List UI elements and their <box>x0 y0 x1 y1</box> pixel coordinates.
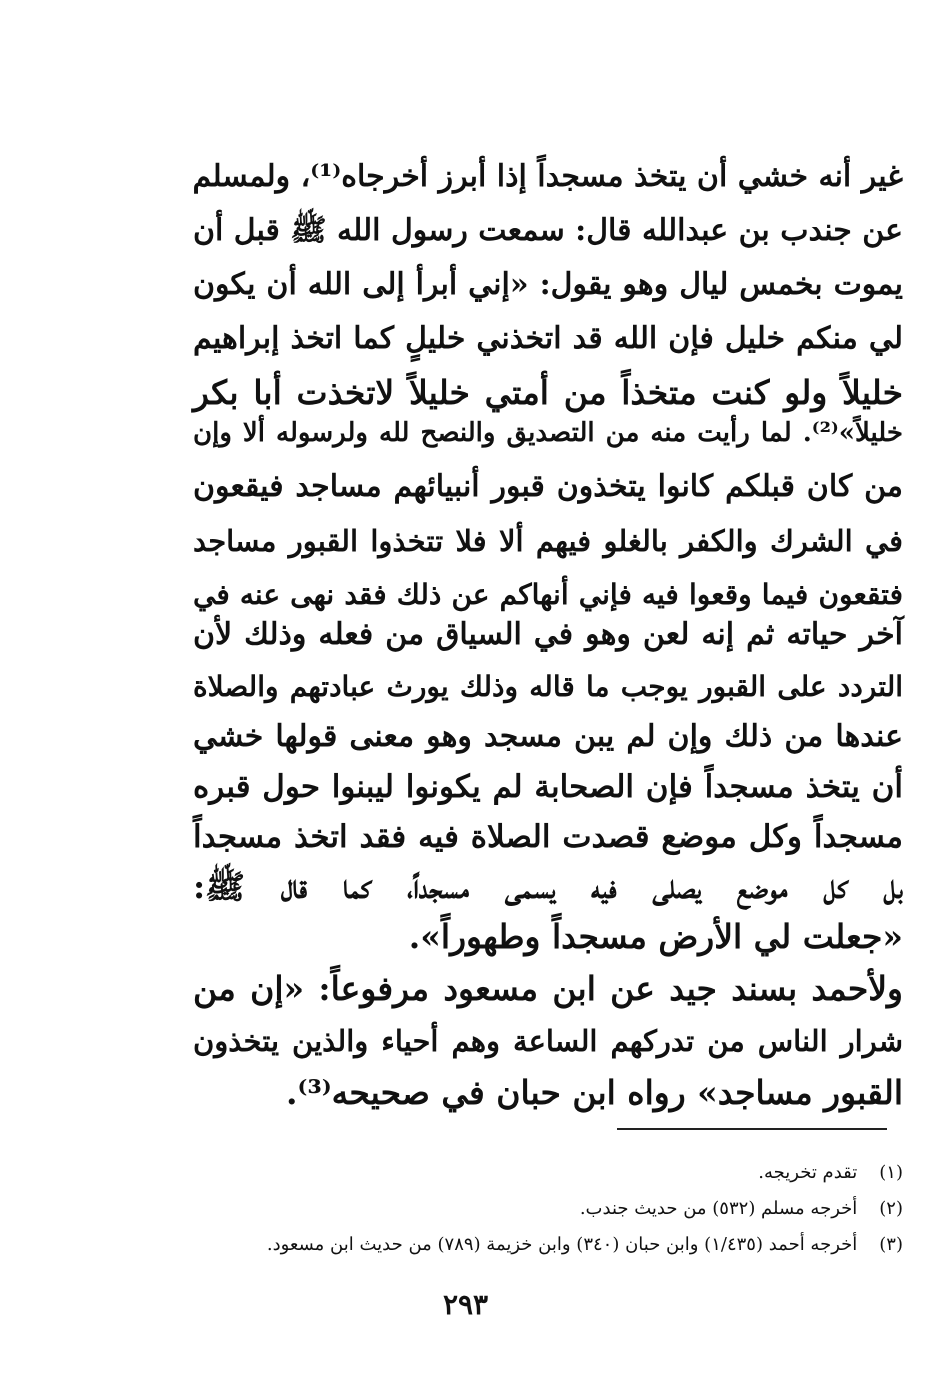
body-line: التردد على القبور يوجب ما قاله وذلك يورث عبادتهم والصلاة <box>193 670 903 703</box>
body-line: لي منكم خليل فإن الله قد اتخذني خليلٍ كما اتخذ إبراهيم <box>193 321 903 356</box>
body-line: في الشرك والكفر بالغلو فيهم ألا فلا تتخذوا القبور مساجد <box>193 524 903 558</box>
body-line: القبور مساجد» رواه ابن حبان في صحيحه⁽³⁾. <box>286 1073 903 1112</box>
body-line: خليلاً»⁽²⁾. لما رأيت منه من التصديق والنصح لله ولرسوله ألا وإن <box>193 418 903 448</box>
body-line: بل كل موضع يصلى فيه يسمى مسجداً، كما قال ﷺ: <box>193 867 903 906</box>
body-line: من كان قبلكم كانوا يتخذون قبور أنبيائهم مساجد فيقعون <box>193 469 903 504</box>
body-line: شرار الناس من تدركهم الساعة وهم أحياء والذين يتخذون <box>193 1024 903 1058</box>
footnote-text: أخرجه أحمد (١/٤٣٥) وابن حبان (٣٤٠) وابن خزيمة (٧٨٩) من حديث ابن مسعود. <box>266 1234 858 1255</box>
footnote <box>203 1194 903 1224</box>
body-line: خليلاً ولو كنت متخذاً من أمتي خليلاً لاتخذت أبا بكر <box>193 373 903 412</box>
body-line: «جعلت لي الأرض مسجداً وطهوراً». <box>408 917 903 956</box>
body-line: آخر حياته ثم إنه لعن وهو في السياق من فعله وذلك لأن <box>193 617 903 652</box>
body-line: عن جندب بن عبدالله قال: سمعت رسول الله ﷺ قبل أن <box>192 213 903 248</box>
footnote-separator <box>617 1128 887 1130</box>
footnote <box>203 1230 903 1260</box>
body-line: مسجداً وكل موضع قصدت الصلاة فيه فقد اتخذ مسجداً <box>193 819 903 855</box>
body-line: ولأحمد بسند جيد عن ابن مسعود مرفوعاً: «إن من <box>193 969 903 1008</box>
footnote-text: أخرجه مسلم (٥٣٢) من حديث جندب. <box>579 1198 858 1219</box>
body-line: فتقعون فيما وقعوا فيه فإني أنهاكم عن ذلك فقد نهى عنه في <box>193 578 903 611</box>
page-number: ٢٩٣ <box>442 1288 489 1321</box>
footnote <box>203 1158 903 1188</box>
footnote-number: (٢) <box>879 1198 903 1219</box>
footnote-text: تقدم تخريجه. <box>758 1162 858 1183</box>
body-line: عندها من ذلك وإن لم يبن مسجد وهو معنى قولها خشي <box>193 719 903 754</box>
footnote-number: (١) <box>879 1162 903 1183</box>
body-line: أن يتخذ مسجداً فإن الصحابة لم يكونوا ليبنوا حول قبره <box>193 769 903 805</box>
footnote-number: (٣) <box>879 1234 903 1255</box>
body-line: يموت بخمس ليال وهو يقول: «إني أبرأ إلى الله أن يكون <box>193 267 903 302</box>
body-line: غير أنه خشي أن يتخذ مسجداً إذا أبرز أخرجاه⁽¹⁾، ولمسلم <box>192 159 903 194</box>
